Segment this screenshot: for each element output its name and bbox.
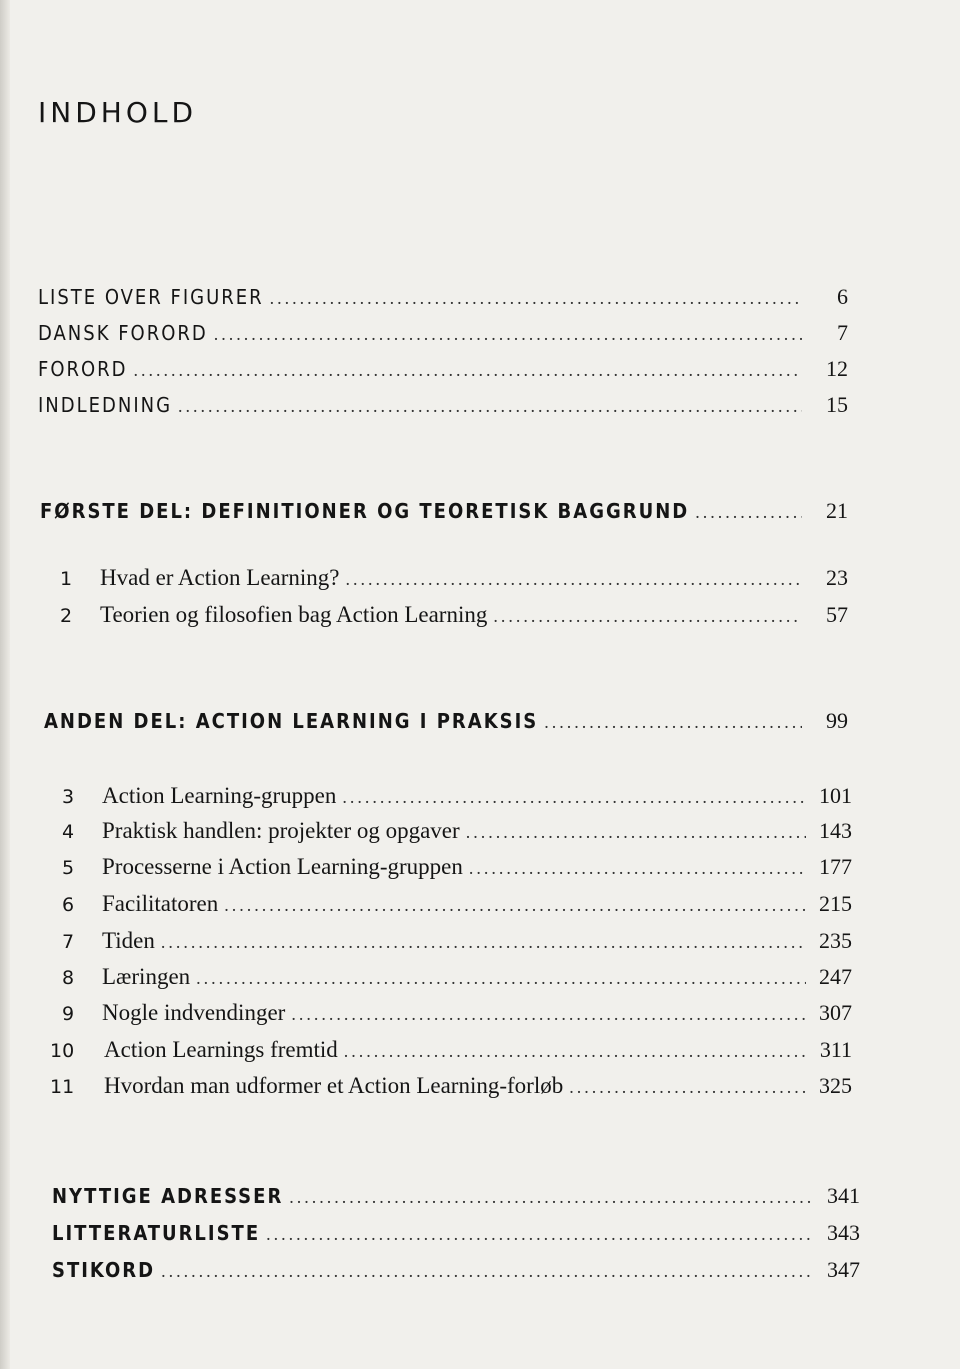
toc-chapter-10[interactable] — [50, 1037, 852, 1071]
toc-entry-label: NYTTIGE ADRESSER — [52, 1184, 284, 1208]
toc-page-number: 307 — [819, 1000, 852, 1025]
chapter-title: Læringen — [102, 964, 191, 989]
part-label: ANDEN DEL: ACTION LEARNING I PRAKSIS — [44, 709, 539, 733]
toc-chapter-11[interactable] — [50, 1073, 852, 1107]
toc-page-number: 15 — [826, 392, 848, 417]
chapter-number: 4 — [62, 821, 75, 843]
toc-entry-label: FORORD — [38, 357, 128, 381]
chapter-title: Action Learnings fremtid — [104, 1037, 338, 1062]
chapter-number: 9 — [62, 1003, 75, 1025]
leader-dots — [695, 502, 802, 523]
leader-dots — [214, 324, 802, 345]
toc-page-number: 325 — [819, 1073, 852, 1098]
leader-dots — [342, 787, 806, 808]
chapter-title: Teorien og filosofien bag Action Learning — [100, 602, 488, 627]
chapter-number: 2 — [60, 605, 73, 627]
toc-entry-stikord[interactable] — [52, 1257, 860, 1291]
toc-page-number: 99 — [826, 708, 848, 733]
leader-dots — [178, 396, 802, 417]
chapter-title: Hvordan man udformer et Action Learning-forløb — [104, 1073, 564, 1098]
leader-dots — [224, 895, 806, 916]
toc-page-number: 101 — [819, 783, 852, 808]
toc-page-number: 143 — [819, 818, 852, 843]
chapter-number: 3 — [62, 786, 75, 808]
leader-dots — [569, 1077, 806, 1098]
leader-dots — [493, 606, 802, 627]
toc-chapter-8[interactable] — [62, 964, 852, 998]
leader-dots — [544, 712, 802, 733]
toc-entry-label: DANSK FORORD — [38, 321, 208, 345]
page-edge — [0, 0, 10, 1369]
chapter-title: Hvad er Action Learning? — [100, 565, 340, 590]
toc-entry-forord[interactable] — [38, 356, 848, 390]
leader-dots — [291, 1004, 806, 1025]
page-title: INDHOLD — [38, 96, 198, 129]
chapter-title: Tiden — [102, 928, 155, 953]
leader-dots — [344, 1041, 806, 1062]
leader-dots — [346, 569, 803, 590]
chapter-number: 10 — [50, 1040, 75, 1062]
toc-entry-indledning[interactable] — [38, 392, 848, 426]
toc-page-number: 343 — [827, 1220, 860, 1245]
toc-entry-label: LITTERATURLISTE — [52, 1221, 261, 1245]
toc-part-2[interactable] — [44, 708, 848, 742]
toc-chapter-7[interactable] — [62, 928, 852, 962]
chapter-number: 7 — [62, 931, 75, 953]
toc-chapter-9[interactable] — [62, 1000, 852, 1034]
chapter-number: 8 — [62, 967, 75, 989]
chapter-number: 11 — [50, 1076, 75, 1098]
toc-entry-litteraturliste[interactable] — [52, 1220, 860, 1254]
toc-page-number: 215 — [819, 891, 852, 916]
toc-entry-adresser[interactable] — [52, 1183, 860, 1217]
toc-entry-label: LISTE OVER FIGURER — [38, 285, 264, 309]
toc-entry-label: INDLEDNING — [38, 393, 173, 417]
toc-page-number: 177 — [819, 854, 852, 879]
chapter-title: Processerne i Action Learning-gruppen — [102, 854, 463, 879]
toc-entry-figures[interactable] — [38, 284, 848, 318]
toc-page-number: 6 — [837, 284, 848, 309]
leader-dots — [161, 932, 806, 953]
toc-page-number: 7 — [837, 320, 848, 345]
toc-part-1[interactable] — [40, 498, 848, 532]
chapter-number: 1 — [60, 568, 73, 590]
toc-entry-dansk-forord[interactable] — [38, 320, 848, 354]
leader-dots — [289, 1187, 814, 1208]
toc-chapter-6[interactable] — [62, 891, 852, 925]
toc-page-number: 311 — [819, 1037, 852, 1062]
toc-entry-label: STIKORD — [52, 1258, 156, 1282]
toc-page-number: 23 — [826, 565, 848, 590]
leader-dots — [270, 288, 802, 309]
chapter-number: 5 — [62, 857, 75, 879]
chapter-title: Nogle indvendinger — [102, 1000, 286, 1025]
toc-page-number: 347 — [827, 1257, 860, 1282]
chapter-title: Facilitatoren — [102, 891, 219, 916]
chapter-title: Praktisk handlen: projekter og opgaver — [102, 818, 460, 843]
part-label: FØRSTE DEL: DEFINITIONER OG TEORETISK BAGGRUND — [40, 499, 690, 523]
toc-chapter-1[interactable] — [60, 565, 848, 599]
chapter-title: Action Learning-gruppen — [102, 783, 337, 808]
toc-chapter-5[interactable] — [62, 854, 852, 888]
toc-page-number: 21 — [826, 498, 848, 523]
leader-dots — [469, 858, 806, 879]
chapter-number: 6 — [62, 894, 75, 916]
leader-dots — [266, 1224, 814, 1245]
leader-dots — [466, 822, 806, 843]
toc-chapter-3[interactable] — [62, 783, 852, 817]
toc-chapter-4[interactable] — [62, 818, 852, 852]
leader-dots — [161, 1261, 814, 1282]
toc-page-number: 57 — [826, 602, 848, 627]
leader-dots — [196, 968, 806, 989]
toc-page-number: 12 — [826, 356, 848, 381]
toc-page-number: 235 — [819, 928, 852, 953]
toc-page-number: 341 — [827, 1183, 860, 1208]
toc-chapter-2[interactable] — [60, 602, 848, 636]
toc-page-number: 247 — [819, 964, 852, 989]
leader-dots — [134, 360, 802, 381]
